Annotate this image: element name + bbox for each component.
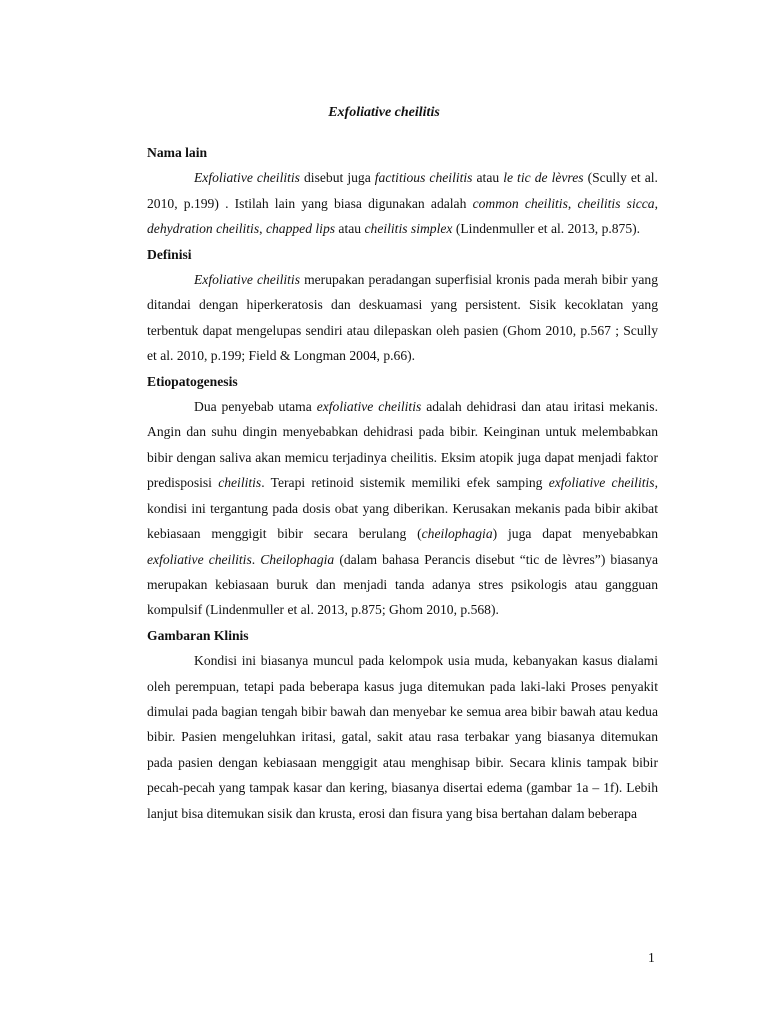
paragraph-definisi: [147, 267, 658, 369]
text-run: common cheilitis: [472, 195, 568, 211]
text-run: ) juga dapat menyebabkan: [492, 526, 659, 542]
paragraph-gambaran-klinis: [147, 648, 658, 826]
text-run: Exfoliative cheilitis: [194, 272, 300, 288]
text-run: factitious cheilitis: [374, 170, 473, 186]
text-run: Cheilophagia: [260, 551, 335, 567]
text-run: (Scully et al. 2010, p.199) . Istilah lain yang biasa digunakan adalah: [147, 170, 658, 211]
text-run: (dalam bahasa Perancis disebut “tic de lèvres”) biasanya merupakan kebiasaan buruk dan menjadi tanda adanya stres psikologis atau gangguan kompulsif (Lindenmuller et al. 2013, p.875; Ghom 2010, p.568).: [147, 551, 658, 618]
text-run: merupakan peradangan superfisial kronis pada merah bibir yang ditandai dengan hiperkeratosis dan deskuamasi yang persistent. Sisik kecoklatan yang terbentuk dapat mengelupas sendiri atau dilepaskan oleh pasien (Ghom 2010, p.567 ; Scully et al. 2010, p.199; Field & Longman 2004, p.66).: [147, 272, 658, 364]
section-heading-definisi: Definisi: [147, 246, 192, 262]
text-run: cheilophagia: [421, 526, 493, 542]
text-run: .: [251, 551, 261, 567]
document-title: Exfoliative cheilitis: [328, 105, 440, 120]
section-heading-etiopatogenesis: Etiopatogenesis: [147, 373, 238, 389]
text-run: Exfoliative cheilitis: [194, 170, 300, 186]
text-run: . Terapi retinoid sistemik memiliki efek samping: [261, 475, 549, 491]
text-run: ,: [259, 221, 266, 237]
text-run: Kondisi ini biasanya muncul pada kelompok usia muda, kebanyakan kasus dialami oleh perempuan, tetapi pada beberapa kasus juga ditemukan pada laki-laki Proses penyakit dimulai pada bagian tengah bibir bawah dan menyebar ke semua area bibir bawah atau kedua bibir. Pasien mengeluhkan iritasi, gatal, sakit atau rasa terbakar yang biasanya ditemukan pada pasien dengan kebiasaan menggigit atau menghisap bibir. Secara klinis tampak bibir pecah-pecah yang tampak kasar dan kering, biasanya disertai edema (gambar 1a – 1f). Lebih lanjut bisa ditemukan sisik dan krusta, erosi dan fisura yang bisa bertahan dalam beberapa: [147, 653, 658, 821]
text-run: cheilitis simplex: [364, 221, 453, 237]
page-number: 1: [648, 950, 655, 965]
text-run: disebut juga: [299, 170, 375, 186]
text-run: cheilitis sicca: [577, 195, 655, 211]
text-run: , kondisi ini tergantung pada dosis obat yang diberikan. Kerusakan mekanis pada bibir akibat kebiasaan menggigit bibir secara berulang (: [147, 475, 658, 542]
text-run: Dua penyebab utama: [194, 399, 317, 415]
text-run: dehydration cheilitis: [147, 221, 260, 237]
text-run: le tic de lèvres: [503, 170, 584, 186]
text-run: exfoliative cheilitis: [316, 399, 422, 415]
section-heading-nama-lain: Nama lain: [147, 145, 208, 160]
text-run: cheilitis: [218, 475, 262, 491]
text-run: ,: [654, 195, 659, 211]
section-heading-gambaran-klinis: Gambaran Klinis: [147, 627, 249, 643]
text-run: exfoliative cheilitis: [548, 475, 655, 491]
document-body: [147, 140, 658, 826]
text-run: adalah dehidrasi dan atau iritasi mekanis. Angin dan suhu dingin menyebabkan dehidrasi pada bibir. Keinginan untuk melembabkan bibir dengan saliva akan memicu terjadinya cheilitis. Eksim atopik juga dapat menjadi faktor predisposisi: [147, 399, 658, 491]
paragraph-nama-lain: [147, 165, 658, 241]
text-run: exfoliative cheilitis: [147, 551, 252, 567]
paragraph-etiopatogenesis: [147, 394, 658, 623]
text-run: atau: [472, 170, 504, 186]
text-run: ,: [567, 195, 578, 211]
text-run: chapped lips: [265, 221, 336, 237]
text-run: (Lindenmuller et al. 2013, p.875).: [452, 221, 641, 237]
text-run: atau: [335, 221, 365, 237]
